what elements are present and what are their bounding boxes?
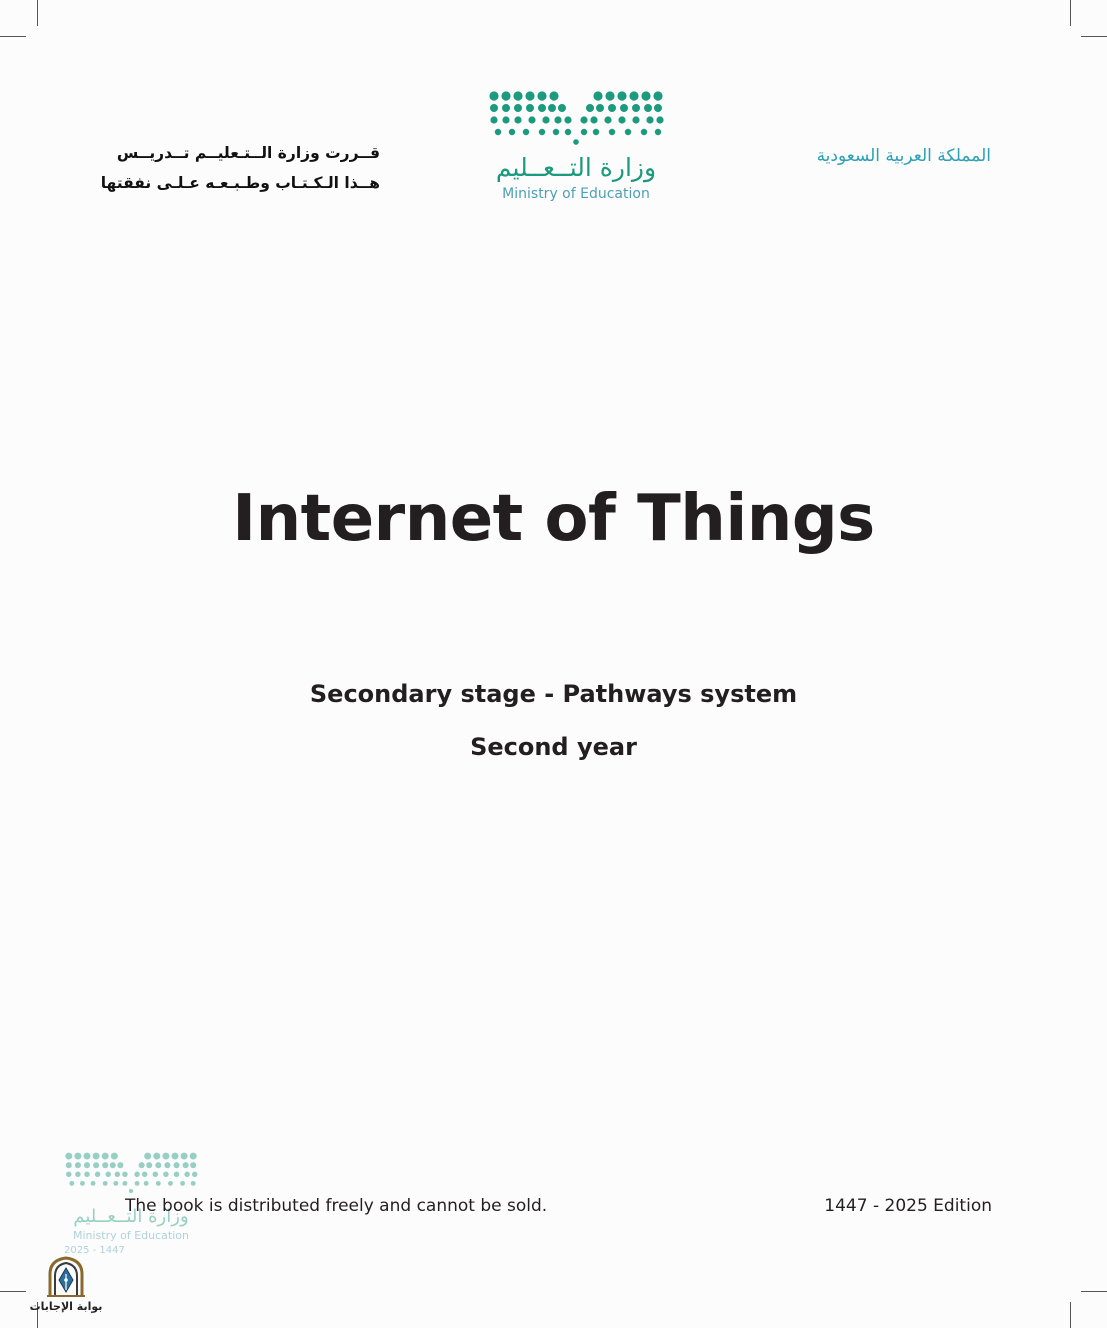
logo-dot — [646, 116, 653, 123]
logo-dot — [641, 91, 650, 100]
logo-dot — [84, 1153, 91, 1160]
logo-dot — [625, 129, 631, 135]
logo-dot — [65, 1153, 72, 1160]
distribution-note: The book is distributed freely and cannot be sold. — [125, 1196, 548, 1216]
logo-dot — [542, 116, 549, 123]
logo-dot — [93, 1153, 100, 1160]
logo-dot — [91, 1181, 96, 1186]
logo-dot — [655, 129, 661, 135]
watermark-dots-icon — [62, 1150, 200, 1194]
logo-dot — [573, 139, 579, 145]
logo-dot — [514, 116, 521, 123]
logo-dot — [593, 91, 602, 100]
book-title: Internet of Things — [232, 482, 875, 556]
logo-dot — [75, 1162, 81, 1168]
logo-dot — [139, 1162, 145, 1168]
logo-dot — [115, 1172, 120, 1177]
ministry-dots-icon — [488, 88, 664, 146]
logo-dot — [609, 129, 615, 135]
logo-dot — [608, 104, 616, 112]
logo-dot — [554, 116, 561, 123]
book-subtitle: Secondary stage - Pathways system — [309, 680, 798, 708]
logo-dot — [184, 1172, 189, 1177]
logo-dot — [173, 1162, 179, 1168]
logo-dot — [632, 104, 640, 112]
logo-dot — [526, 104, 534, 112]
logo-dot — [525, 91, 534, 100]
portal-label: بوابة الإجابات — [29, 1300, 103, 1313]
logo-dot — [489, 91, 498, 100]
crop-mark — [1070, 0, 1071, 26]
logo-dot — [191, 1181, 196, 1186]
logo-dot — [110, 1162, 116, 1168]
logo-dot — [514, 104, 522, 112]
logo-dot — [168, 1181, 173, 1186]
decree-line-2: هــذا الـكـتـاب وطـبـعـه عـلـى نفقتها — [100, 174, 380, 192]
logo-dot — [74, 1153, 81, 1160]
logo-dot — [80, 1181, 85, 1186]
logo-dot — [490, 104, 498, 112]
logo-dot — [111, 1153, 118, 1160]
logo-dot — [164, 1162, 170, 1168]
logo-dot — [538, 104, 546, 112]
logo-dot — [134, 1172, 139, 1177]
pen-nib-arch-icon — [44, 1256, 88, 1298]
logo-dot — [528, 116, 535, 123]
logo-dot — [153, 1153, 160, 1160]
logo-dot — [502, 116, 509, 123]
crop-mark — [0, 1291, 26, 1292]
logo-dot — [162, 1153, 169, 1160]
logo-dot — [75, 1172, 80, 1177]
logo-dot — [581, 129, 587, 135]
logo-dot — [192, 1172, 197, 1177]
answers-portal-logo — [28, 1256, 104, 1314]
logo-dot — [654, 104, 662, 112]
logo-dot — [84, 1172, 89, 1177]
crop-mark — [0, 36, 26, 37]
logo-dot — [565, 129, 571, 135]
logo-dot — [656, 116, 663, 123]
logo-dot — [553, 129, 559, 135]
logo-dot — [180, 1181, 185, 1186]
logo-dot — [117, 1162, 123, 1168]
ministry-logo — [486, 88, 666, 204]
logo-dot — [155, 1162, 161, 1168]
logo-dot — [103, 1181, 108, 1186]
logo-dot — [513, 91, 522, 100]
logo-dot — [641, 129, 647, 135]
ministry-logo-arabic: وزارة التــعــليم — [495, 153, 657, 182]
logo-dot — [66, 1162, 72, 1168]
watermark-arabic: وزارة التــعــليم — [73, 1206, 189, 1227]
logo-dot — [181, 1153, 188, 1160]
logo-dot — [113, 1181, 118, 1186]
logo-dot — [66, 1172, 71, 1177]
logo-dot — [580, 116, 587, 123]
logo-dot — [632, 116, 639, 123]
logo-dot — [596, 104, 604, 112]
logo-dot — [163, 1172, 168, 1177]
logo-dot — [129, 1189, 133, 1193]
logo-dot — [629, 91, 638, 100]
crop-mark — [1070, 1302, 1071, 1328]
logo-dot — [135, 1181, 140, 1186]
logo-dot — [142, 1172, 147, 1177]
watermark-english: Ministry of Education — [72, 1229, 189, 1242]
logo-dot — [172, 1153, 179, 1160]
logo-dot — [153, 1172, 158, 1177]
logo-dot — [174, 1172, 179, 1177]
logo-dot — [509, 129, 515, 135]
logo-dot — [604, 116, 611, 123]
logo-dot — [190, 1162, 196, 1168]
logo-dot — [146, 1162, 152, 1168]
logo-dot — [618, 116, 625, 123]
logo-dot — [102, 1162, 108, 1168]
logo-dot — [122, 1172, 127, 1177]
logo-dot — [586, 104, 594, 112]
crop-mark — [37, 0, 38, 26]
crop-mark — [1081, 36, 1107, 37]
ministry-logo-english: Ministry of Education — [502, 186, 650, 202]
crop-mark — [1081, 1291, 1107, 1292]
decree-line-1: قــررت وزارة الــتـعليــم تــدريــس — [116, 144, 380, 162]
logo-dot — [123, 1181, 128, 1186]
logo-dot — [95, 1172, 100, 1177]
logo-dot — [183, 1162, 189, 1168]
logo-dot — [605, 91, 614, 100]
logo-dot — [190, 1153, 197, 1160]
logo-dot — [558, 104, 566, 112]
logo-dot — [490, 116, 497, 123]
logo-dot — [144, 1181, 149, 1186]
logo-dot — [537, 91, 546, 100]
logo-dot — [644, 104, 652, 112]
logo-dot — [93, 1162, 99, 1168]
logo-dot — [620, 104, 628, 112]
logo-dot — [617, 91, 626, 100]
ministry-decree — [100, 138, 380, 198]
logo-dot — [539, 129, 545, 135]
logo-dot — [144, 1153, 151, 1160]
logo-dot — [653, 91, 662, 100]
logo-dot — [549, 91, 558, 100]
logo-dot — [495, 129, 501, 135]
logo-dot — [548, 104, 556, 112]
logo-dot — [523, 129, 529, 135]
logo-dot — [564, 116, 571, 123]
edition-label: 1447 - 2025 Edition — [824, 1196, 992, 1216]
kingdom-name: المملكة العربية السعودية — [816, 146, 991, 166]
logo-dot — [69, 1181, 74, 1186]
watermark-year: 2025 - 1447 — [64, 1245, 125, 1256]
logo-dot — [501, 91, 510, 100]
logo-dot — [102, 1153, 109, 1160]
book-year: Second year — [470, 733, 637, 761]
logo-dot — [156, 1181, 161, 1186]
logo-dot — [84, 1162, 90, 1168]
logo-dot — [593, 129, 599, 135]
logo-dot — [106, 1172, 111, 1177]
logo-dot — [502, 104, 510, 112]
logo-dot — [590, 116, 597, 123]
